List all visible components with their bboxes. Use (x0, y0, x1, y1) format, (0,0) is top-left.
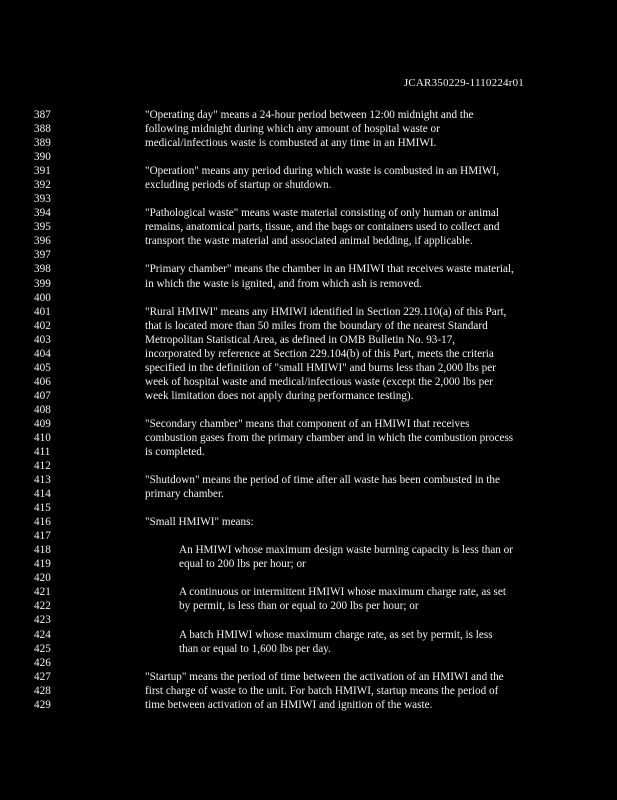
line-number: 396 (34, 235, 51, 248)
line-text: week limitation does not apply during performance testing). (145, 389, 414, 402)
line-number: 426 (34, 656, 51, 669)
document-line (0, 122, 617, 136)
line-text: by permit, is less than or equal to 200 lbs per hour; or (179, 600, 419, 613)
document-line (0, 234, 617, 248)
line-number: 403 (34, 333, 51, 346)
line-number: 414 (34, 488, 51, 501)
document-line (0, 557, 617, 571)
line-text: "Rural HMIWI" means any HMIWI identified in Section 229.110(a) of this Part, (145, 305, 507, 318)
line-number: 401 (34, 305, 51, 318)
document-line (0, 515, 617, 529)
line-text: that is located more than 50 miles from the boundary of the nearest Standard (145, 319, 488, 332)
line-number: 427 (34, 670, 51, 683)
line-text: week of hospital waste and medical/infectious waste (except the 2,000 lbs per (145, 375, 493, 388)
document-line (0, 628, 617, 642)
line-text: primary chamber. (145, 488, 224, 501)
line-text: incorporated by reference at Section 229.104(b) of this Part, meets the criteria (145, 347, 494, 360)
document-line (0, 248, 617, 262)
line-number: 417 (34, 530, 51, 543)
document-line (0, 684, 617, 698)
document-line (0, 389, 617, 403)
line-text: An HMIWI whose maximum design waste burning capacity is less than or (179, 544, 514, 557)
line-number: 412 (34, 460, 51, 472)
document-line (0, 445, 617, 459)
line-number: 419 (34, 558, 51, 571)
document-line (0, 599, 617, 613)
line-text: "Small HMIWI" means: (145, 516, 254, 529)
document-id-header: JCAR350229-1110224r01 (403, 77, 524, 89)
line-text: "Operating day" means a 24-hour period between 12:00 midnight and the (145, 109, 474, 121)
line-number: 422 (34, 600, 51, 613)
line-number: 406 (34, 375, 51, 388)
document-line (0, 487, 617, 501)
line-number: 408 (34, 403, 51, 416)
line-number: 415 (34, 502, 51, 515)
document-line (0, 220, 617, 234)
line-number: 420 (34, 572, 51, 585)
line-text: excluding periods of startup or shutdown. (145, 179, 332, 192)
document-line (0, 375, 617, 389)
document-line (0, 501, 617, 515)
document-line (0, 613, 617, 627)
document-line (0, 585, 617, 599)
document-line (0, 347, 617, 361)
line-text: is completed. (145, 446, 205, 458)
line-number: 391 (34, 165, 51, 178)
line-text: "Shutdown" means the period of time after all waste has been combusted in the (145, 474, 500, 486)
line-number: 409 (34, 417, 51, 430)
line-text: "Startup" means the period of time between the activation of an HMIWI and the (145, 670, 504, 683)
line-text: combustion gases from the primary chamber and in which the combustion process (145, 431, 514, 444)
line-text: than or equal to 1,600 lbs per day. (179, 642, 331, 655)
line-text: in which the waste is ignited, and from which ash is removed. (145, 277, 422, 290)
line-text: Metropolitan Statistical Area, as defined in OMB Bulletin No. 93-17, (145, 333, 456, 346)
document-line (0, 670, 617, 684)
document-line (0, 305, 617, 319)
line-number: 418 (34, 544, 51, 557)
line-number: 402 (34, 319, 51, 332)
line-number: 393 (34, 193, 51, 206)
line-number: 398 (34, 263, 51, 276)
document-line (0, 108, 617, 122)
document-line (0, 571, 617, 585)
document-line (0, 164, 617, 178)
document-line (0, 642, 617, 656)
document-line (0, 319, 617, 333)
line-number: 392 (34, 179, 51, 192)
document-line (0, 150, 617, 164)
document-line (0, 431, 617, 445)
line-number: 400 (34, 291, 51, 304)
line-number: 389 (34, 137, 51, 150)
document-line (0, 291, 617, 305)
line-text: remains, anatomical parts, tissue, and the bags or containers used to collect and (145, 221, 500, 234)
line-text: "Primary chamber" means the chamber in an HMIWI that receives waste material, (145, 263, 514, 276)
line-number: 423 (34, 614, 51, 627)
line-text: following midnight during which any amount of hospital waste or (145, 123, 440, 135)
line-number: 404 (34, 347, 51, 360)
document-line (0, 333, 617, 347)
line-number: 395 (34, 221, 51, 234)
document-line (0, 459, 617, 473)
document-line (0, 262, 617, 276)
document-line (0, 136, 617, 150)
line-text: A batch HMIWI whose maximum charge rate, as set by permit, is less (179, 628, 493, 641)
line-text: A continuous or intermittent HMIWI whose maximum charge rate, as set (179, 586, 506, 599)
document-line (0, 417, 617, 431)
line-number: 411 (34, 446, 51, 458)
line-number: 425 (34, 642, 51, 655)
document-line (0, 178, 617, 192)
line-number: 416 (34, 516, 51, 529)
document-line (0, 206, 617, 220)
line-text: equal to 200 lbs per hour; or (179, 558, 306, 571)
line-text: specified in the definition of "small HMIWI" and burns less than 2,000 lbs per (145, 361, 496, 374)
line-number: 424 (34, 628, 51, 641)
document-line (0, 192, 617, 206)
line-number: 421 (34, 586, 51, 599)
document-line (0, 473, 617, 487)
line-text: first charge of waste to the unit. For batch HMIWI, startup means the period of (145, 684, 499, 697)
line-text: transport the waste material and associated animal bedding, if applicable. (145, 235, 473, 248)
line-number: 428 (34, 684, 51, 697)
line-number: 397 (34, 249, 51, 262)
line-number: 407 (34, 389, 51, 402)
document-line (0, 277, 617, 291)
document-line (0, 361, 617, 375)
line-number: 399 (34, 277, 51, 290)
line-number: 413 (34, 474, 51, 486)
line-number: 429 (34, 698, 51, 711)
line-number: 387 (34, 109, 51, 121)
line-number: 390 (34, 151, 51, 164)
line-number: 394 (34, 207, 51, 220)
line-number: 388 (34, 123, 51, 135)
line-number: 410 (34, 431, 51, 444)
document-line (0, 698, 617, 712)
document-line (0, 543, 617, 557)
line-text: time between activation of an HMIWI and ignition of the waste. (145, 698, 433, 711)
line-text: "Secondary chamber" means that component of an HMIWI that receives (145, 417, 470, 430)
document-line (0, 403, 617, 417)
line-text: "Operation" means any period during which waste is combusted in an HMIWI, (145, 165, 499, 178)
line-text: "Pathological waste" means waste material consisting of only human or animal (145, 207, 499, 220)
document-line (0, 529, 617, 543)
line-text: medical/infectious waste is combusted at any time in an HMIWI. (145, 137, 437, 150)
document-line (0, 656, 617, 670)
line-number: 405 (34, 361, 51, 374)
